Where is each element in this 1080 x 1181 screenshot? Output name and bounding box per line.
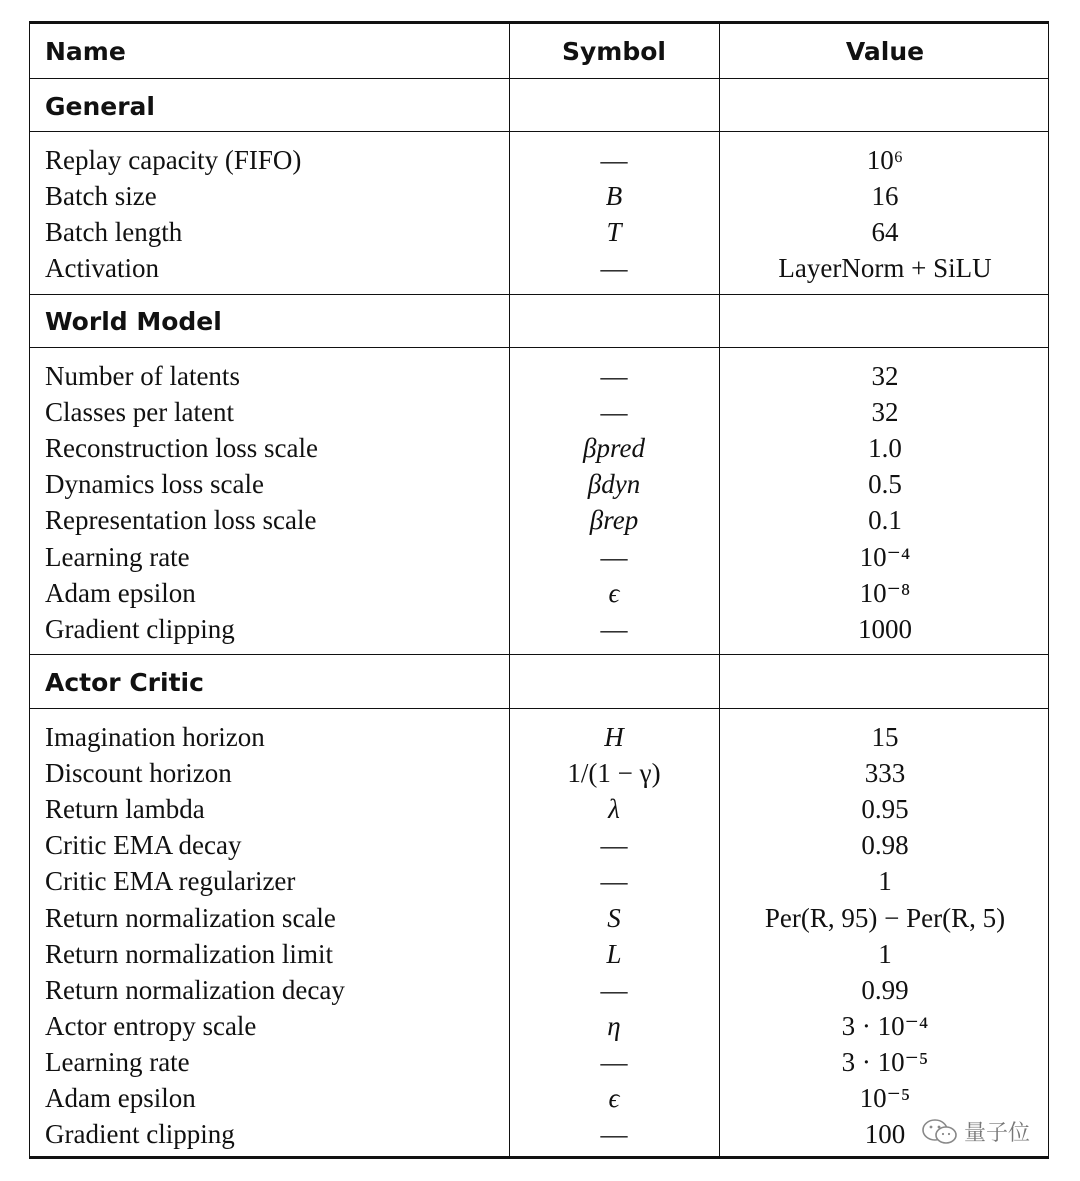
row-name: Dynamics loss scale <box>45 469 264 499</box>
row-name: Representation loss scale <box>45 505 317 535</box>
table-row <box>30 250 1048 286</box>
table-row <box>30 1080 1048 1116</box>
table-row <box>30 611 1048 647</box>
row-value: 15 <box>871 722 899 752</box>
table-row <box>30 1116 1048 1152</box>
row-symbol: — <box>600 975 628 1005</box>
row-value: 10⁻⁸ <box>859 578 911 608</box>
row-value: 3 · 10⁻⁴ <box>841 1011 929 1041</box>
row-symbol: B <box>605 181 623 211</box>
row-symbol: βdyn <box>587 469 641 499</box>
row-value: 3 · 10⁻⁵ <box>841 1047 929 1077</box>
table-row <box>30 1044 1048 1080</box>
row-symbol: — <box>600 542 628 572</box>
table-row <box>30 358 1048 394</box>
hyperparameter-table <box>29 21 1049 1159</box>
table-row <box>30 214 1048 250</box>
watermark <box>920 1116 1030 1147</box>
row-symbol: — <box>600 397 628 427</box>
row-name: Learning rate <box>45 542 190 572</box>
table-row <box>30 430 1048 466</box>
section-title-world-model: World Model <box>45 307 222 336</box>
table-row <box>30 575 1048 611</box>
row-symbol: ϵ <box>608 578 620 608</box>
watermark-text: 量子位 <box>964 1121 1031 1146</box>
table-row <box>30 539 1048 575</box>
row-value: 1 <box>878 939 892 969</box>
row-value: 10⁶ <box>866 145 904 175</box>
row-name: Critic EMA decay <box>45 830 242 860</box>
row-name: Learning rate <box>45 1047 190 1077</box>
header-value: Value <box>845 36 925 66</box>
table-row <box>30 719 1048 755</box>
table-row <box>30 791 1048 827</box>
header-symbol: Symbol <box>562 36 666 66</box>
wechat-icon <box>920 1117 960 1147</box>
row-symbol: T <box>606 217 622 247</box>
row-symbol: η <box>607 1011 621 1041</box>
row-symbol: — <box>600 1047 628 1077</box>
row-value: 0.98 <box>861 830 909 860</box>
row-symbol: — <box>600 866 628 896</box>
row-name: Return normalization limit <box>45 939 333 969</box>
row-value: 10⁻⁵ <box>859 1083 911 1113</box>
row-name: Classes per latent <box>45 397 234 427</box>
row-symbol: — <box>600 361 628 391</box>
row-value: 1.0 <box>868 433 902 463</box>
row-name: Return lambda <box>45 794 205 824</box>
row-value: LayerNorm + SiLU <box>778 253 992 283</box>
row-value: 100 <box>864 1119 906 1149</box>
row-divider <box>30 131 1048 132</box>
table-row <box>30 900 1048 936</box>
row-name: Return normalization scale <box>45 903 336 933</box>
row-value: 1000 <box>858 614 912 644</box>
row-symbol: — <box>600 253 628 283</box>
row-symbol: ϵ <box>608 1083 620 1113</box>
table-row <box>30 972 1048 1008</box>
row-value: 16 <box>871 181 899 211</box>
section-title-general: General <box>45 92 155 121</box>
table-row <box>30 1008 1048 1044</box>
table-row <box>30 394 1048 430</box>
row-value: 32 <box>871 361 899 391</box>
row-value: 1 <box>878 866 892 896</box>
table-row <box>30 502 1048 538</box>
row-name: Discount horizon <box>45 758 232 788</box>
row-value: Per(R, 95) − Per(R, 5) <box>764 903 1006 933</box>
row-symbol: — <box>600 145 628 175</box>
row-name: Adam epsilon <box>45 1083 196 1113</box>
table-row <box>30 178 1048 214</box>
row-name: Activation <box>45 253 159 283</box>
row-value: 333 <box>864 758 906 788</box>
row-symbol: S <box>607 903 621 933</box>
row-symbol: λ <box>608 794 620 824</box>
table-row <box>30 466 1048 502</box>
row-value: 0.99 <box>861 975 909 1005</box>
row-divider <box>30 708 1048 709</box>
row-name: Replay capacity (FIFO) <box>45 145 302 175</box>
row-name: Gradient clipping <box>45 1119 235 1149</box>
row-name: Critic EMA regularizer <box>45 866 296 896</box>
row-value: 0.95 <box>861 794 909 824</box>
table-row <box>30 863 1048 899</box>
row-symbol: — <box>600 614 628 644</box>
row-symbol: L <box>606 939 622 969</box>
row-symbol: H <box>604 722 624 752</box>
row-divider <box>30 654 1048 655</box>
section-title-actor-critic: Actor Critic <box>45 668 204 697</box>
row-divider <box>30 347 1048 348</box>
row-name: Number of latents <box>45 361 240 391</box>
row-symbol: — <box>600 830 628 860</box>
table-row <box>30 827 1048 863</box>
table-row <box>30 755 1048 791</box>
row-name: Imagination horizon <box>45 722 265 752</box>
row-value: 0.1 <box>868 505 902 535</box>
row-divider <box>30 78 1048 79</box>
row-symbol: βpred <box>583 433 645 463</box>
row-name: Gradient clipping <box>45 614 235 644</box>
row-value: 0.5 <box>868 469 902 499</box>
row-name: Adam epsilon <box>45 578 196 608</box>
row-name: Reconstruction loss scale <box>45 433 318 463</box>
row-name: Return normalization decay <box>45 975 345 1005</box>
row-symbol: βrep <box>589 505 639 535</box>
table-row <box>30 142 1048 178</box>
table-row <box>30 936 1048 972</box>
row-value: 64 <box>871 217 899 247</box>
row-value: 32 <box>871 397 899 427</box>
row-symbol: 1/(1 − γ) <box>567 758 661 788</box>
row-symbol: — <box>600 1119 628 1149</box>
row-name: Batch length <box>45 217 183 247</box>
row-divider <box>30 294 1048 295</box>
header-name: Name <box>45 36 126 66</box>
row-value: 10⁻⁴ <box>859 542 911 572</box>
row-name: Actor entropy scale <box>45 1011 257 1041</box>
row-name: Batch size <box>45 181 157 211</box>
